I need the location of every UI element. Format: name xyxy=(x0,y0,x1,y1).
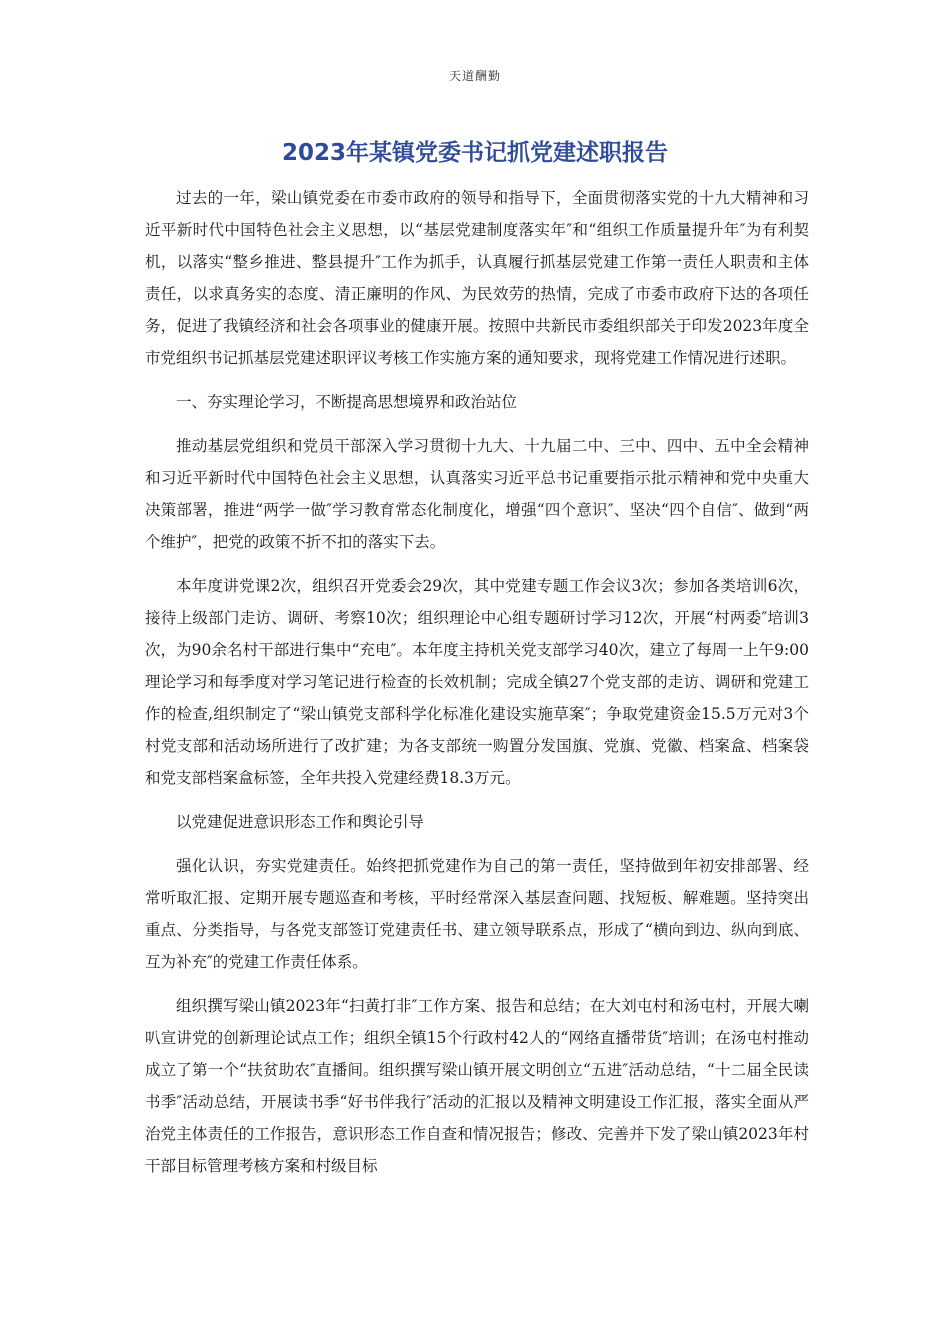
paragraph-ideology-work: 组织撰写梁山镇2023年“扫黄打非″工作方案、报告和总结；在大刘屯村和汤屯村，开展大喇叭宣讲党的创新理论试点工作；组织全镇15个行政村42人的“网络直播带货″培训；在汤屯村推动成立了第一个“扶贫助农″直播间。组织撰写梁山镇开展文明创立“五进″活动总结，“十二届全民读书季″活动总结，开展读书季“好书伴我行″活动的汇报以及精神文明建设工作汇报，落实全面从严治党主体责任的工作报告，意识形态工作自查和情况报告；修改、完善并下发了梁山镇2023年村干部目标管理考核方案和村级目标 xyxy=(145,997,809,1175)
paragraph-responsibility: 强化认识，夯实党建责任。始终把抓党建作为自己的第一责任，坚持做到年初安排部署、经常听取汇报、定期开展专题巡查和考核，平时经常深入基层查问题、找短板、解难题。坚持突出重点、分类指导，与各党支部签订党建责任书、建立领导联系点，形成了“横向到边、纵向到底、互为补充″的党建工作责任体系。 xyxy=(145,857,809,971)
paragraph-intro: 过去的一年，梁山镇党委在市委市政府的领导和指导下，全面贯彻落实党的十九大精神和习近平新时代中国特色社会主义思想，以“基层党建制度落实年″和“组织工作质量提升年″为有利契机，以落实“整乡推进、整县提升″工作为抓手，认真履行抓基层党建工作第一责任人职责和主体责任，以求真务实的态度、清正廉明的作风、为民效劳的热情，完成了市委市政府下达的各项任务，促进了我镇经济和社会各项事业的健康开展。按照中共新民市委组织部关于印发2023年度全市党组织书记抓基层党建述职评议考核工作实施方案的通知要求，现将党建工作情况进行述职。 xyxy=(145,189,809,367)
document-title: 2023年某镇党委书记抓党建述职报告 xyxy=(281,140,668,166)
document-body xyxy=(145,182,809,1182)
section-heading-1: 一、夯实理论学习，不断提高思想境界和政治站位 xyxy=(176,393,518,411)
section-heading-2: 以党建促进意识形态工作和舆论引导 xyxy=(176,813,425,831)
paragraph-study: 推动基层党组织和党员干部深入学习贯彻十九大、十九届二中、三中、四中、五中全会精神和习近平新时代中国特色社会主义思想，认真落实习近平总书记重要指示批示精神和党中央重大决策部署，推进“两学一做″学习教育常态化制度化，增强“四个意识″、坚决“四个自信″、做到“两个维护″，把党的政策不折不扣的落实下去。 xyxy=(145,437,809,551)
paragraph-annual-stats: 本年度讲党课2次，组织召开党委会29次，其中党建专题工作会议3次；参加各类培训6次，接待上级部门走访、调研、考察10次；组织理论中心组专题研讨学习12次，开展“村两委″培训3次，为90余名村干部进行集中“充电″。本年度主持机关党支部学习40次，建立了每周一上午9:00理论学习和每季度对学习笔记进行检查的长效机制；完成全镇27个党支部的走访、调研和党建工作的检查,组织制定了“梁山镇党支部科学化标准化建设实施草案″；争取党建资金15.5万元对3个村党支部和活动场所进行了改扩建；为各支部统一购置分发国旗、党旗、党徽、档案盒、档案袋和党支部档案盒标签，全年共投入党建经费18.3万元。 xyxy=(145,577,809,787)
running-header: 天道酬勤 xyxy=(448,69,501,83)
